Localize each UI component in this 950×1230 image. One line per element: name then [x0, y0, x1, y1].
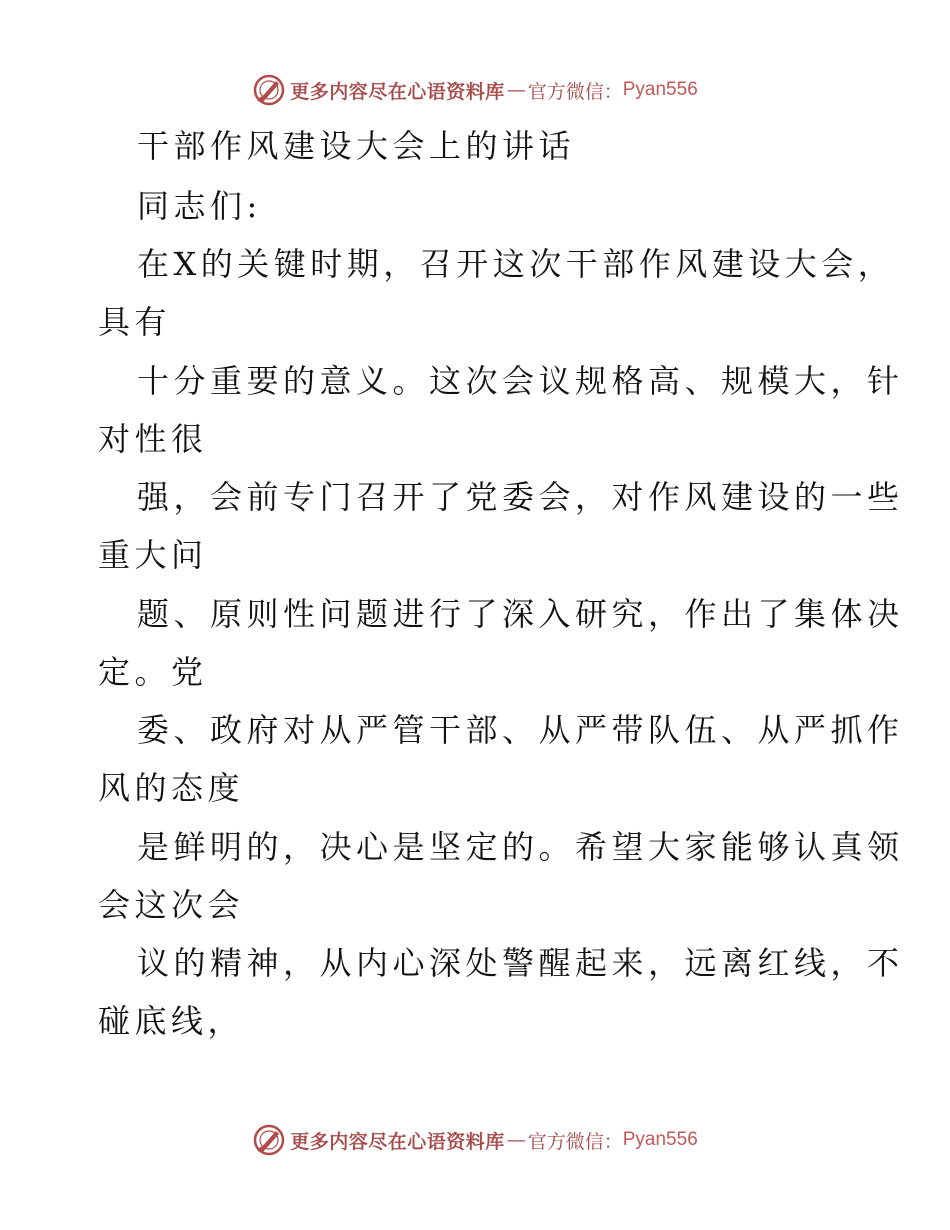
paragraph-line: 具有 [98, 303, 172, 341]
footer-banner [0, 1120, 950, 1160]
paragraph-line: 对性很 [98, 420, 208, 458]
paragraph-line: 是鲜明的，决心是坚定的。希望大家能够认真领 [137, 828, 904, 866]
banner-dash: — [506, 79, 526, 101]
banner-contact-label: 官方微信： [527, 80, 623, 103]
paragraph-line: 强，会前专门召开了党委会，对作风建设的一些 [137, 478, 904, 516]
banner-contact-id: Pyan556 [622, 1129, 698, 1150]
paragraph-line: 会这次会 [98, 886, 245, 924]
banner-contact-label: 官方微信： [527, 1130, 623, 1153]
banner-site-name: 更多内容尽在心语资料库 [290, 1130, 505, 1153]
quill-logo-icon [252, 1123, 286, 1157]
banner-dash: — [506, 1129, 526, 1151]
paragraph-line: 风的态度 [98, 769, 245, 807]
salutation: 同志们: [137, 187, 262, 225]
document-title: 干部作风建设大会上的讲话 [137, 127, 576, 165]
paragraph-line: 碰底线， [98, 1002, 245, 1040]
paragraph-line: 议的精神，从内心深处警醒起来，远离红线，不 [137, 944, 904, 982]
paragraph-line: 定。党 [98, 653, 208, 691]
paragraph-line: 在X的关键时期，召开这次干部作风建设大会， [137, 245, 895, 283]
paragraph-line: 十分重要的意义。这次会议规格高、规模大，针 [137, 362, 904, 400]
paragraph-line: 重大问 [98, 536, 208, 574]
banner-site-name: 更多内容尽在心语资料库 [290, 80, 505, 103]
quill-logo-icon [252, 73, 286, 107]
header-banner [0, 70, 950, 110]
paragraph-line: 题、原则性问题进行了深入研究，作出了集体决 [137, 595, 904, 633]
banner-contact-id: Pyan556 [622, 79, 698, 100]
paragraph-line: 委、政府对从严管干部、从严带队伍、从严抓作 [137, 711, 904, 749]
